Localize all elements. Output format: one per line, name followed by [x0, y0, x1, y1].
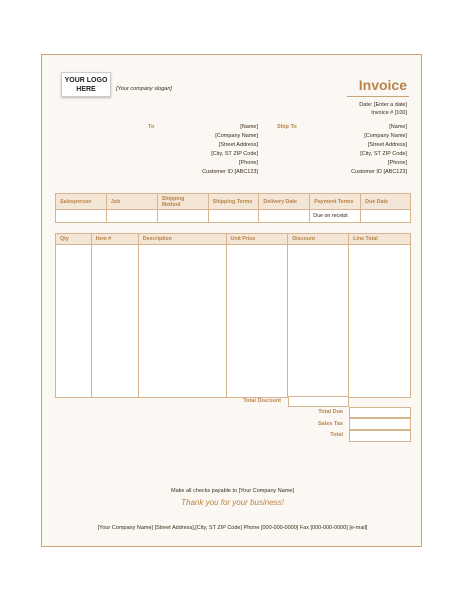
total-discount-field[interactable]	[288, 396, 349, 407]
company-slogan: [Your company slogan]	[116, 86, 172, 92]
cell-discount[interactable]	[288, 245, 349, 398]
to-phone: [Phone]	[239, 160, 258, 166]
shipping-data-row	[56, 210, 411, 223]
cell-delivery-date[interactable]	[259, 210, 310, 223]
company-logo	[61, 72, 111, 97]
cell-line-total[interactable]	[349, 245, 411, 398]
cell-shipping-terms[interactable]	[208, 210, 259, 223]
col-due-date: Due Date	[361, 194, 411, 210]
invoice-title: Invoice	[358, 77, 407, 93]
ship-to-street: [Street Address]	[367, 142, 407, 148]
total-label: Total	[330, 432, 343, 438]
total-due-label: Total Due	[318, 409, 343, 415]
total-discount-label: Total Discount	[243, 398, 281, 404]
col-shipping-method: Shipping Method	[157, 194, 208, 210]
col-unit-price: Unit Price	[226, 234, 288, 245]
col-salesperson: Salesperson	[56, 194, 107, 210]
col-payment-terms: Payment Terms	[310, 194, 361, 210]
col-item-number: Item #	[91, 234, 138, 245]
invoice-number: Invoice # [100]	[371, 110, 407, 116]
shipping-header-row	[56, 194, 411, 210]
ship-to-label: Ship To	[277, 124, 297, 130]
ship-to-customer-id: Customer ID [ABC123]	[351, 169, 407, 175]
ship-to-city: [City, ST ZIP Code]	[360, 151, 407, 157]
cell-unit-price[interactable]	[226, 245, 288, 398]
cell-item-number[interactable]	[91, 245, 138, 398]
total-field[interactable]	[349, 430, 411, 442]
col-job: Job	[106, 194, 157, 210]
col-line-total: Line Total	[349, 234, 411, 245]
logo-text: YOUR LOGO HERE	[64, 77, 108, 93]
items-body-row	[56, 245, 411, 398]
items-table	[55, 233, 411, 398]
cell-due-date[interactable]	[361, 210, 411, 223]
total-due-field[interactable]	[349, 407, 411, 418]
col-delivery-date: Delivery Date	[259, 194, 310, 210]
cell-job[interactable]	[106, 210, 157, 223]
checks-payable-text: Make all checks payable to [Your Company Name]	[171, 488, 294, 494]
to-company: [Company Name]	[215, 133, 258, 139]
thank-you-text: Thank you for your business!	[181, 498, 284, 507]
to-customer-id: Customer ID [ABC123]	[202, 169, 258, 175]
col-shipping-terms: Shipping Terms	[208, 194, 259, 210]
col-qty: Qty	[56, 234, 92, 245]
col-description: Description	[138, 234, 226, 245]
to-label: To	[148, 124, 155, 130]
company-contact-line: [Your Company Name] [Street Address],[City, ST ZIP Code] Phone [000-000-0000] Fax [000-000-0000] [e-mail]	[97, 525, 368, 531]
shipping-table	[55, 193, 411, 223]
cell-salesperson[interactable]	[56, 210, 107, 223]
sales-tax-field[interactable]	[349, 418, 411, 430]
ship-to-phone: [Phone]	[388, 160, 407, 166]
ship-to-company: [Company Name]	[364, 133, 407, 139]
invoice-date: Date: [Enter a date]	[359, 102, 407, 108]
items-header-row	[56, 234, 411, 245]
ship-to-name: [Name]	[389, 124, 407, 130]
sales-tax-label: Sales Tax	[318, 421, 343, 427]
cell-description[interactable]	[138, 245, 226, 398]
to-city: [City, ST ZIP Code]	[211, 151, 258, 157]
to-street: [Street Address]	[218, 142, 258, 148]
cell-shipping-method[interactable]	[157, 210, 208, 223]
col-discount: Discount	[288, 234, 349, 245]
to-name: [Name]	[240, 124, 258, 130]
cell-payment-terms[interactable]: Due on receipt	[310, 210, 361, 223]
cell-qty[interactable]	[56, 245, 92, 398]
invoice-sheet	[41, 54, 422, 547]
title-divider	[347, 96, 409, 97]
